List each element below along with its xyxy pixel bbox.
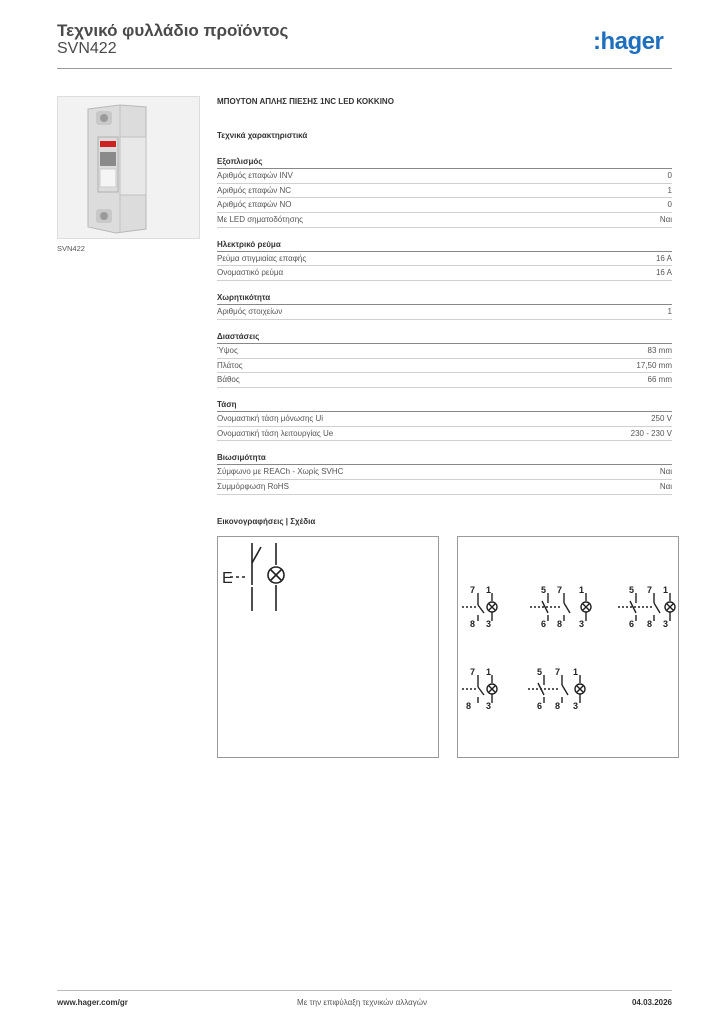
spec-value: 0 (667, 200, 672, 210)
spec-row (217, 465, 672, 480)
spec-label: Αριθμός επαφών NO (217, 200, 292, 210)
product-photo (57, 96, 200, 239)
section-title: Βιωσιμότητα (217, 451, 672, 465)
spec-label: Αριθμός επαφών INV (217, 171, 293, 180)
d5-bot-6: 6 (537, 701, 543, 711)
spec-section (217, 238, 672, 281)
d3-top-7: 7 (647, 585, 653, 595)
spec-label: Ονομαστική τάση λειτουργίας Ue (217, 428, 334, 438)
spec-section (217, 398, 672, 441)
d1-top-1: 1 (486, 585, 492, 595)
d1-top-7: 7 (470, 585, 476, 595)
section-title: Διαστάσεις (217, 330, 672, 344)
spec-label: Συμμόρφωση RoHS (217, 481, 289, 491)
d5-bot-3: 3 (573, 701, 579, 711)
d3-bot-6: 6 (629, 619, 635, 629)
spec-value: 16 A (655, 268, 672, 278)
d2-top-7: 7 (557, 585, 563, 595)
d4-top-7: 7 (470, 667, 476, 677)
schematic-e-label: E (222, 570, 233, 587)
spec-label: Ονομαστικό ρεύμα (217, 268, 284, 278)
spec-row (217, 344, 672, 359)
spec-value: 83 mm (647, 345, 672, 355)
spec-value: 16 A (655, 253, 672, 263)
d2-top-5: 5 (541, 585, 547, 595)
hager-logo: :hager (593, 28, 664, 55)
spec-label: Αριθμός επαφών NC (217, 185, 292, 195)
footer-divider (57, 990, 672, 991)
diagrams-title: Εικονογραφήσεις | Σχέδια (217, 517, 316, 526)
d3-top-1: 1 (663, 585, 669, 595)
d1-bot-8: 8 (470, 619, 476, 629)
photo-caption: SVN422 (57, 244, 85, 253)
spec-label: Ονομαστική τάση μόνωσης Ui (217, 413, 324, 423)
d3-top-5: 5 (629, 585, 635, 595)
spec-content (217, 96, 672, 495)
spec-row (217, 305, 672, 320)
spec-section (217, 330, 672, 388)
product-code: SVN422 (57, 40, 117, 57)
diagram-wiring (457, 536, 679, 758)
footer-date: 04.03.2026 (631, 998, 672, 1007)
spec-label: Ρεύμα στιγμιαίας επαφής (217, 253, 307, 263)
d5-top-5: 5 (537, 667, 543, 677)
d2-top-1: 1 (579, 585, 585, 595)
spec-row (217, 359, 672, 374)
logo-text: hager (600, 28, 664, 55)
spec-row (217, 169, 672, 184)
spec-value: 17,50 mm (636, 360, 672, 370)
d5-top-7: 7 (555, 667, 561, 677)
spec-label: Με LED σηματοδότησης (217, 215, 303, 225)
footer-note: Με την επιφύλαξη τεχνικών αλλαγών (297, 998, 427, 1007)
spec-section (217, 155, 672, 228)
d5-bot-8: 8 (555, 701, 561, 711)
spec-value: Ναι (659, 215, 672, 225)
section-title: Ηλεκτρικό ρεύμα (217, 238, 672, 252)
spec-value: Ναι (659, 481, 672, 491)
spec-row (217, 373, 672, 388)
footer-url[interactable]: www.hager.com/gr (57, 998, 128, 1007)
spec-value: 0 (667, 171, 672, 180)
page-title: Τεχνικό φυλλάδιο προϊόντος (57, 21, 289, 40)
spec-section (217, 451, 672, 494)
spec-row (217, 412, 672, 427)
product-name: ΜΠΟΥΤΟΝ ΑΠΛΗΣ ΠΙΕΣΗΣ 1NC LED ΚΟΚΚΙΝΟ (217, 97, 394, 106)
d2-bot-6: 6 (541, 619, 547, 629)
spec-label: Αριθμός στοιχείων (217, 307, 283, 317)
spec-row (217, 198, 672, 213)
spec-row (217, 252, 672, 267)
d3-bot-8: 8 (647, 619, 653, 629)
spec-row (217, 427, 672, 442)
d3-bot-3: 3 (663, 619, 669, 629)
spec-label: Ύψος (217, 345, 238, 355)
spec-value: 1 (667, 185, 672, 195)
header-divider (57, 68, 672, 69)
tech-heading: Τεχνικά χαρακτηριστικά (217, 131, 308, 140)
spec-sections (217, 155, 672, 495)
spec-value: 230 - 230 V (630, 428, 672, 438)
d2-bot-8: 8 (557, 619, 563, 629)
d5-top-1: 1 (573, 667, 579, 677)
d4-bot-3: 3 (486, 701, 492, 711)
section-title: Χωρητικότητα (217, 291, 672, 305)
spec-label: Πλάτος (217, 360, 243, 370)
d4-bot-8: 8 (466, 701, 472, 711)
spec-row (217, 480, 672, 495)
spec-label: Σύμφωνο με REACh - Χωρίς SVHC (217, 467, 344, 477)
spec-value: 1 (667, 307, 672, 317)
d1-bot-3: 3 (486, 619, 492, 629)
spec-value: Ναι (659, 467, 672, 477)
diagram-schematic (217, 536, 439, 758)
d4-top-1: 1 (486, 667, 492, 677)
section-title: Τάση (217, 398, 672, 412)
spec-row (217, 184, 672, 199)
spec-row (217, 213, 672, 228)
d2-bot-3: 3 (579, 619, 585, 629)
spec-section (217, 291, 672, 320)
spec-label: Βάθος (217, 375, 240, 385)
spec-row (217, 266, 672, 281)
section-title: Εξοπλισμός (217, 155, 672, 169)
spec-value: 66 mm (647, 375, 672, 385)
spec-value: 250 V (651, 413, 672, 423)
